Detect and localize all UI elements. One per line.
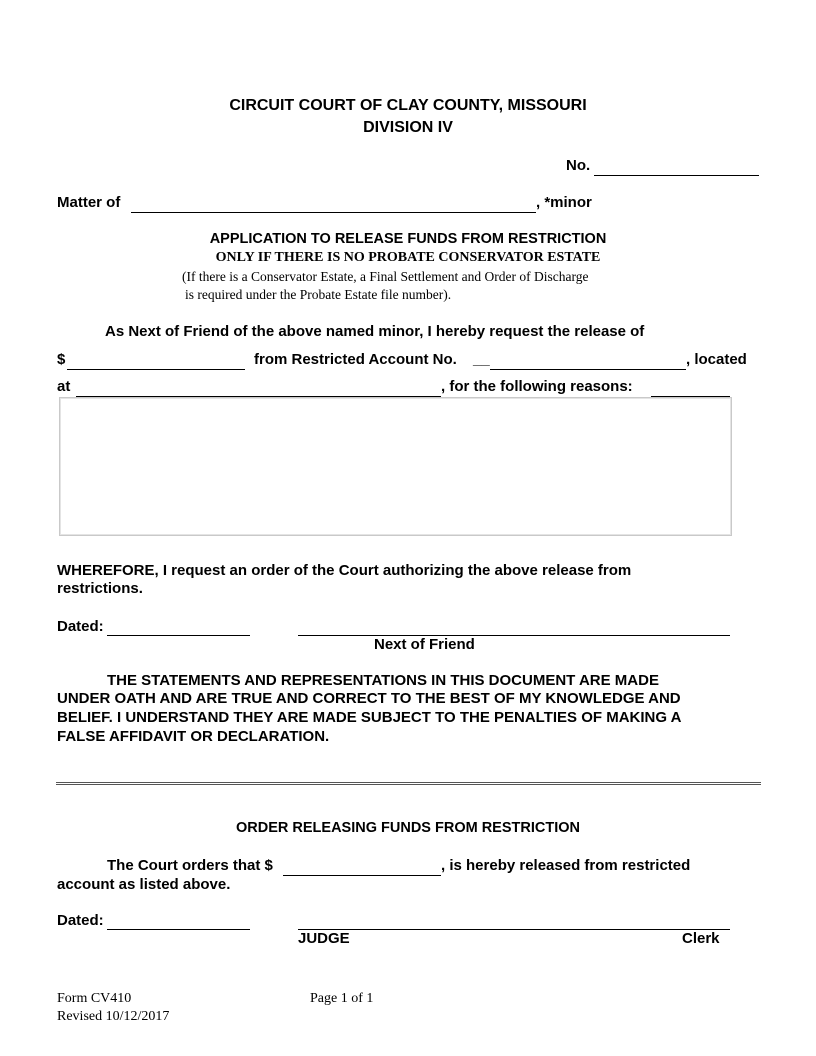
- from-account-label: from Restricted Account No.: [254, 351, 457, 368]
- order-line1-prefix: The Court orders that $: [107, 857, 273, 874]
- order-date-field[interactable]: [107, 929, 250, 930]
- application-subtitle: ONLY IF THERE IS NO PROBATE CONSERVATOR ESTATE: [215, 250, 601, 265]
- account-number-field[interactable]: [490, 369, 686, 370]
- conservator-note-line1: (If there is a Conservator Estate, a Final Settlement and Order of Discharge: [182, 269, 589, 284]
- account-prefix: __: [473, 351, 490, 368]
- case-number-field[interactable]: [594, 175, 759, 176]
- oath-line4: FALSE AFFIDAVIT OR DECLARATION.: [57, 728, 330, 745]
- reasons-textbox[interactable]: [59, 397, 732, 536]
- application-title: APPLICATION TO RELEASE FUNDS FROM RESTRICTION: [209, 231, 607, 247]
- order-dated-label: Dated:: [57, 912, 104, 929]
- at-label: at: [57, 378, 71, 395]
- judge-label: JUDGE: [298, 930, 350, 947]
- court-name: CIRCUIT COURT OF CLAY COUNTY, MISSOURI: [229, 97, 587, 114]
- form-number: Form CV410: [57, 991, 132, 1006]
- order-line2: account as listed above.: [57, 876, 231, 893]
- clerk-label: Clerk: [682, 930, 720, 947]
- dollar-sign: $: [57, 351, 66, 368]
- conservator-note-line2: is required under the Probate Estate file number).: [185, 287, 452, 302]
- request-line1: As Next of Friend of the above named minor, I hereby request the release of: [105, 323, 645, 340]
- wherefore-line1: WHEREFORE, I request an order of the Court authorizing the above release from: [57, 562, 632, 579]
- dated-label: Dated:: [57, 618, 104, 635]
- revised-date: Revised 10/12/2017: [57, 1009, 170, 1024]
- page-number: Page 1 of 1: [310, 991, 374, 1006]
- section-divider: [56, 782, 761, 785]
- order-amount-field[interactable]: [283, 875, 441, 876]
- release-amount-field[interactable]: [67, 369, 245, 370]
- reasons-label: , for the following reasons:: [441, 378, 633, 395]
- matter-of-label: Matter of: [57, 194, 121, 211]
- minor-suffix: , *minor: [536, 194, 592, 211]
- located-label: , located: [686, 351, 747, 368]
- oath-line3: BELIEF. I UNDERSTAND THEY ARE MADE SUBJECT TO THE PENALTIES OF MAKING A: [57, 709, 682, 726]
- oath-line1: THE STATEMENTS AND REPRESENTATIONS IN THIS DOCUMENT ARE MADE: [107, 672, 659, 689]
- order-line1-suffix: , is hereby released from restricted: [441, 857, 691, 874]
- division-label: DIVISION IV: [363, 119, 453, 136]
- wherefore-line2: restrictions.: [57, 580, 143, 597]
- oath-line2: UNDER OATH AND ARE TRUE AND CORRECT TO THE BEST OF MY KNOWLEDGE AND: [57, 690, 681, 707]
- minor-name-field[interactable]: [131, 212, 536, 213]
- order-title: ORDER RELEASING FUNDS FROM RESTRICTION: [236, 820, 580, 836]
- next-of-friend-label: Next of Friend: [374, 636, 475, 653]
- case-number-label: No.: [566, 157, 591, 174]
- next-of-friend-signature-line[interactable]: [298, 635, 730, 636]
- application-date-field[interactable]: [107, 635, 250, 636]
- judge-signature-line[interactable]: [298, 929, 730, 930]
